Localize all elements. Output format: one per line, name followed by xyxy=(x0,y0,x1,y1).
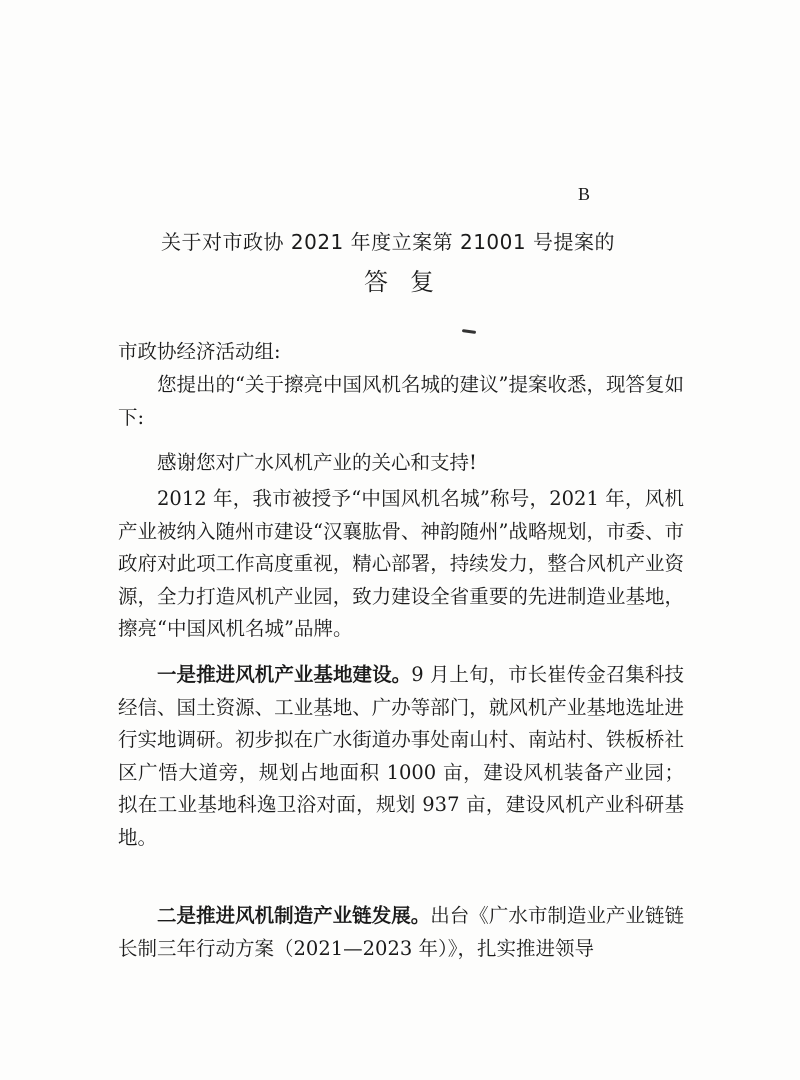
paragraph-text: 2012 年，我市被授予“中国风机名城”称号，2021 年，风机产业被纳入随州市建设“汉襄肱骨、神韵随州”战略规划，市委、市政府对此项工作高度重视，精心部署，持续发力，整合风机产业资源，全力打造风机产业园，致力建设全省重要的先进制造业基地，擦亮“中国风机名城”品牌。 xyxy=(118,487,684,640)
salutation: 市政协经济活动组: xyxy=(118,340,281,363)
document-title: 关于对市政协 2021 年度立案第 21001 号提案的 xyxy=(161,230,615,254)
paragraph-text: 出台《广水市制造业产业链链长制三年行动方案（2021—2023 年）》，扎实推进领导 xyxy=(118,904,684,960)
paragraph-text: 感谢您对广水风机产业的关心和支持! xyxy=(157,451,477,474)
paragraph-3 xyxy=(118,483,684,646)
paragraph-2 xyxy=(118,447,684,480)
paragraph-4 xyxy=(118,659,684,854)
paragraph-lead: 一是推进风机产业基地建设。 xyxy=(157,663,412,686)
document-title-reply: 答复 xyxy=(364,268,456,296)
paragraph-5 xyxy=(118,900,684,965)
scan-speck xyxy=(462,329,476,334)
paragraph-1 xyxy=(118,369,684,434)
paragraph-text: 9 月上旬，市长崔传金召集科技经信、国土资源、工业基地、广办等部门，就风机产业基地选址进行实地调研。初步拟在广水街道办事处南山村、南站村、铁板桥社区广悟大道旁，规划占地面积 1000 亩，建设风机装备产业园；拟在工业基地科逸卫浴对面，规划 937 亩，建设风机产业科研基地。 xyxy=(118,663,684,849)
paragraph-lead: 二是推进风机制造产业链发展。 xyxy=(157,904,431,927)
corner-mark: B xyxy=(578,184,591,204)
paragraph-text: 您提出的“关于擦亮中国风机名城的建议”提案收悉，现答复如下: xyxy=(118,373,684,429)
